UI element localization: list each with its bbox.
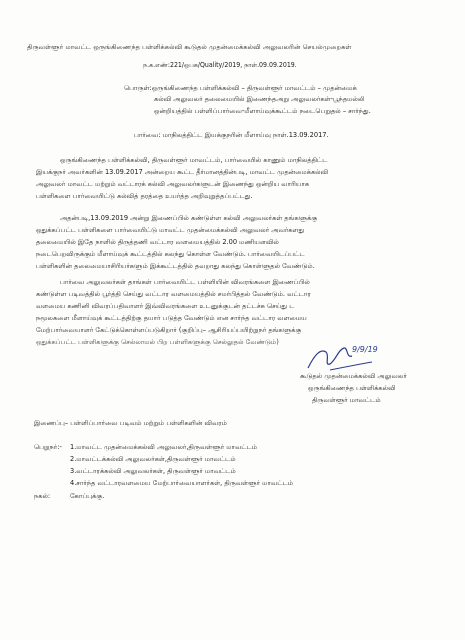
para3-line: மேற்பார்வையாளர் கேட்டுக்கொள்ளப்படுகிறார் (குறிப்பு– ஆசிரியப்பயிற்றுநர் தங்களுக்கு [36, 326, 302, 334]
recipient-item: 3.வட்டாரக்கல்வி அலுவலர்கள், திருவள்ளூர் மாவட்டம் [70, 467, 236, 475]
header-title: திருவள்ளூர் மாவட்ட ஒருங்கிணைந்த பள்ளிக்கல்வி கூடுதல் முதன்மைக்கல்வி அலுவலரின் செயல்முறைகள் [27, 43, 352, 51]
para2-line: பள்ளிகளின் தலைமையாசிரியர்களும் இக்கூட்டத்தில் தவறாது கலந்து கொள்ளுதல் வேண்டும். [36, 262, 315, 270]
para2-line: நடைபெறவிருக்கும் மீளாய்வுக் கூட்டத்தில் கலந்து கொள்ள வேண்டும். பார்வையிடப்பட்ட [36, 250, 305, 258]
recipients-label: பெறுநர்:- [34, 443, 62, 451]
signatory-designation: கூடுதல் முதன்மைக்கல்வி அலுவலர் [300, 372, 407, 380]
para3-line: நமூலகளை மீளாய்வுக் கூட்டத்திற்கு தயார் படுத்த வேண்டும் என சார்ந்த வட்டார வளமைய [36, 314, 307, 322]
copy-text: கோப்புக்கு. [70, 492, 105, 500]
subject-line-2: கல்வி அலுவலர் தலைமையில் இணைந்தஅறு அலுவலர்கள்-பூந்தமல்லி [154, 95, 365, 103]
recipient-item: 1.மாவட்ட முதன்மைக்கல்வி அலுவலர்,திருவள்ளூர் மாவட்டம் [70, 443, 258, 451]
recipient-item: 4.சார்ந்த வட்டாரவளமைய மேற்பார்வையாளர்கள், திருவள்ளூர் மாவட்டம் [70, 479, 293, 487]
para1-line: ஒருங்கிணைந்த பள்ளிக்கல்வி, திருவள்ளூர் மாவட்டம், பார்வையில் காணும் மாநிலத்திட்ட [60, 156, 328, 164]
subject-line-3: ஒன்றியத்தில் பள்ளிப்பார்வை-மீளாய்வுக்கூட்டம் நடைபெறுதல் – சார்ந்து. [154, 107, 371, 115]
para3-line: ஒதுக்கப்பட்ட பள்ளிகளுக்கு செல்லாமல் பிற பள்ளிகளுக்கு செல்லுதல் வேண்டும்) [36, 338, 279, 346]
subject-line-1: பொருள்:ஒருங்கிணைந்த பள்ளிக்கல்வி – திருவள்ளூர் மாவட்டம் – முதன்மைக் [124, 84, 357, 92]
reference-line: பார்வை: மாநிலத்திட்ட இயக்குநரின் மீளாய்வு நாள்.13.09.2017. [134, 131, 329, 139]
para1-line: அலுவலர் மாவட்ட மற்றும் வட்டாரக் கல்வி அலுவலர்களுடன் இணைந்து ஒன்றிய வாரியாக [36, 180, 310, 188]
para2-line: தலைமையில் இதே நாளில் திருத்தணி வட்டார வளமையத்தில் 2.00 மணியளவில் [36, 238, 279, 246]
enclosure-line: இணைப்பு– பள்ளிப்பார்வை படிவம் மற்றும் பள்ளிகளின் விவரம் [34, 419, 227, 427]
para3-line: வளமைய கணினி விவரப்பதிவாளர் இவ்விவரங்களை உடனுக்குடன் தட்டச்சு செய்து ட [36, 302, 295, 310]
para1-line: பள்ளிகளை பார்வையிட்டு கல்வித் தரத்தை உயர்த்த அறிவுறுத்தப்பட்டது. [36, 192, 253, 200]
para3-line: கண்டுள்ள படிவத்தில் பூர்த்தி செய்து வட்டார வளமையத்தில் சமர்பித்தல் வேண்டும். வட்டார [36, 290, 311, 298]
para1-line: இயக்குநர் அவர்களின் 13.09.2017 அன்றைய கூட்ட தீர்மானத்தின்படி, மாவட்ட முதன்மைக்கல்வி [36, 168, 329, 176]
para3-line: பார்வை அலுவலர்கள் தாங்கள் பார்வையிட்ட பள்ளியின் விவரங்களை இணைப்பில் [60, 278, 310, 286]
signatory-district: திருவள்ளூர் மாவட்டம் [312, 396, 381, 404]
signatory-department: ஒருங்கிணைந்த பள்ளிக்கல்வி [308, 384, 396, 392]
signature-date: 9/9/19 [352, 345, 378, 354]
para2-line: அதன்படி,13.09.2019 அன்று இணைப்பில் கண்டுள்ள கல்வி அலுவலர்கள் தங்களுக்கு [60, 214, 318, 222]
reference-number: ந.க.எண்:221/ஒபக/Quality/2019, நாள்.09.09.2019. [143, 61, 297, 69]
para2-line: ஒதுக்கப்பட்ட பள்ளிகளை பார்வையிட்டு மாவட்ட முதன்மைக்கல்வி அலுவலர் அவர்களது [36, 226, 305, 234]
copy-label: நகல்: [34, 492, 51, 500]
recipient-item: 2.மாவட்டக்கல்வி அலுவலர்கள்,திருவள்ளூர் மாவட்டம் [70, 455, 236, 463]
